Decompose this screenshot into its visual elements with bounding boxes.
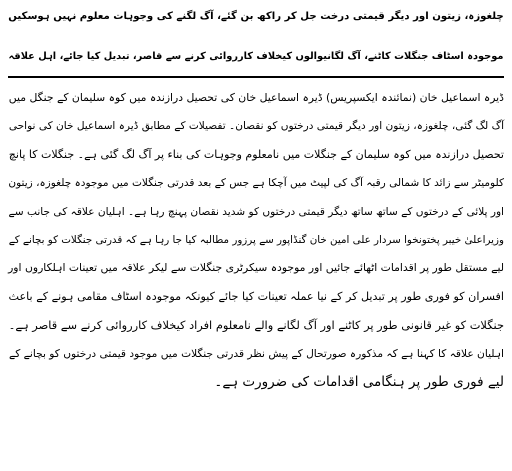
body-line: افسران کو فوری طور پر تبدیل کر کے نیا عملہ تعینات کیا جائے کیونکہ موجودہ اسٹاف مقامی ہونے کے باعث	[8, 289, 504, 303]
body-line: تحصیل درازندہ میں کوہ سلیمان کے جنگلات میں نامعلوم وجوہات کی بناء پر آگ لگ گئی ہے۔ جنگلات کا پانچ	[8, 147, 504, 161]
body-line: اہلیان علاقہ کا کہنا ہے کہ مذکورہ صورتحال کے پیش نظر قدرتی جنگلات میں موجود قیمتی درختوں کو بچانے کے	[9, 346, 504, 360]
body-line: وزیراعلیٰ خیبر پختونخوا سردار علی امین خان گنڈاپور سے پرزور مطالبہ کیا جا رہا ہے کہ قدرتی جنگلات کو بچانے کے	[8, 234, 504, 247]
body-line: ڈیرہ اسماعیل خان (نمائندہ ایکسپریس) ڈیرہ اسماعیل خان کی تحصیل درازندہ میں کوہ سلیمان کے جنگل میں	[8, 91, 504, 104]
body-line: لیے مستقل طور پر اقدامات اٹھائے جائیں اور موجودہ سیکرٹری جنگلات سے لیکر علاقہ میں تعینات اہلکاروں اور	[8, 261, 504, 275]
article-body	[8, 84, 504, 396]
headline-line-2: موجودہ اسٹاف جنگلات کاٹنے، آگ لگانیوالوں کیخلاف کارروائی کرنے سے قاصر، تبدیل کیا جائے، اہل علاقہ	[8, 51, 504, 62]
body-line: لیے فوری طور پر ہنگامی اقدامات کی ضرورت ہے۔	[214, 374, 504, 391]
body-line: جنگلات کو غیر قانونی طور پر کاٹنے اور آگ لگانے والے نامعلوم افراد کیخلاف کارروائی کرنے سے قاصر ہے۔	[8, 318, 504, 333]
body-line: کلومیٹر سے زائد کا شمالی رقبہ آگ کی لپیٹ میں آچکا ہے جس کے بعد قدرتی جنگلات میں موجودہ چلغوزہ، زیتون	[8, 177, 504, 190]
headline-divider	[8, 76, 504, 78]
headline-line-1: چلغوزہ، زیتون اور دیگر قیمتی درخت جل کر راکھ بن گئے، آگ لگنے کی وجوہات معلوم نہیں ہوسکیں	[8, 11, 504, 22]
body-line: آگ لگ گئی، چلغوزہ، زیتون اور دیگر قیمتی درختوں کو نقصان۔ تفصیلات کے مطابق ڈیرہ اسماعیل خان کی نواحی	[8, 120, 504, 133]
body-line: اور پلائی کے درختوں کے ساتھ ساتھ دیگر قیمتی درختوں کو شدید نقصان پہنچ رہا ہے۔ اہلیان علاقہ کی جانب سے	[8, 205, 504, 218]
